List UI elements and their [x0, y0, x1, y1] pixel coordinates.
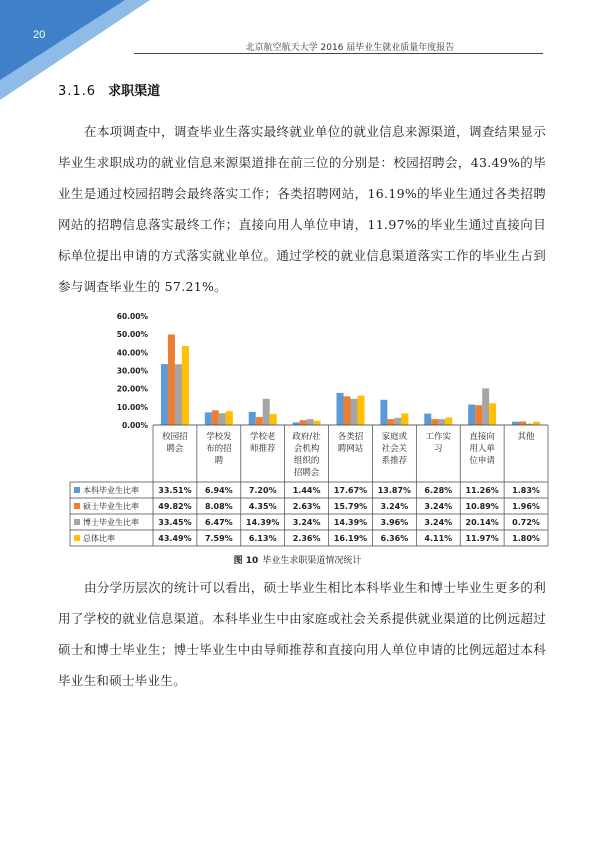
figure-caption [0, 553, 595, 566]
bar [212, 410, 219, 425]
data-label: 1.96% [512, 502, 540, 511]
data-label: 6.94% [204, 486, 233, 495]
figure-number: 图 10 [233, 556, 259, 566]
data-label: 2.63% [292, 502, 321, 511]
y-tick-label: 60.00% [116, 312, 148, 321]
bar [512, 422, 519, 425]
legend-swatch [74, 519, 80, 525]
data-label: 1.44% [292, 486, 321, 495]
bar [468, 405, 475, 425]
bar [182, 346, 189, 425]
data-label: 13.87% [377, 486, 412, 495]
y-tick-label: 0.00% [121, 421, 148, 430]
legend-label: 总体比率 [83, 534, 115, 543]
data-label: 14.39% [333, 518, 368, 527]
data-label: 16.19% [333, 534, 368, 543]
legend-label: 本科毕业生比率 [83, 486, 139, 495]
data-label: 1.80% [512, 534, 540, 543]
bar [526, 424, 533, 425]
bar [351, 399, 358, 425]
category-label: 学校发布的招聘 [206, 432, 232, 466]
bar [226, 411, 233, 425]
data-label: 3.24% [380, 502, 409, 511]
data-label: 6.13% [248, 534, 277, 543]
legend-label: 博士毕业生比率 [83, 518, 139, 527]
category-label: 政府/社会机构组织的招聘会 [292, 432, 321, 478]
data-label: 14.39% [246, 518, 280, 527]
bar [519, 421, 526, 425]
data-label: 7.20% [248, 486, 277, 495]
bar [256, 417, 263, 425]
intro-paragraph: 在本项调查中，调查毕业生落实最终就业单位的就业信息来源渠道，调查结果显示毕业生求职成功的就业信息来源渠道排在前三位的分别是：校园招聘会，43.49%的毕业生是通过校园招聘会最终落实工作；各类招聘网站，16.19%的毕业生通过各类招聘网站的招聘信息落实最终工作；直接向用人单位申请，11.97%的毕业生通过直接向目标单位提出申请的方式落实就业单位。通过学校的就业信息渠道落实工作的毕业生占到参与调查毕业生的 57.21%。 [58, 124, 546, 294]
legend-swatch [74, 535, 80, 541]
data-label: 3.24% [424, 502, 453, 511]
analysis-paragraph: 由分学历层次的统计可以看出，硕士毕业生相比本科毕业生和博士毕业生更多的利用了学校的就业信息渠道。本科毕业生中由家庭或社会关系提供就业渠道的比例远超过硕士和博士毕业生；博士毕业生中由导师推荐和直接向用人单位申请的比例远超过本科毕业生和硕士毕业生。 [58, 580, 546, 688]
data-label: 8.08% [204, 502, 233, 511]
legend-swatch [74, 487, 80, 493]
bar [482, 388, 489, 425]
bar [380, 400, 387, 425]
bar [431, 419, 438, 425]
legend-swatch [74, 503, 80, 509]
section-number: 3.1.6 [58, 84, 97, 99]
data-label: 0.72% [512, 518, 540, 527]
bar [300, 420, 307, 425]
category-label: 工作实习 [425, 432, 452, 454]
category-label: 校园招聘会 [162, 432, 188, 454]
data-label: 6.47% [204, 518, 233, 527]
data-label: 3.96% [380, 518, 409, 527]
bar [219, 413, 226, 425]
legend-label: 硕士毕业生比率 [83, 502, 139, 511]
bar [337, 393, 344, 425]
bar [263, 399, 270, 425]
bar [533, 422, 540, 425]
category-label: 学校老师推荐 [249, 432, 276, 454]
data-label: 4.35% [248, 502, 277, 511]
bar [475, 405, 482, 425]
data-label: 49.82% [158, 502, 192, 511]
report-header-title: 北京航空航天大学 2016 届毕业生就业质量年度报告 [245, 43, 455, 53]
bar [205, 412, 212, 425]
data-label: 15.79% [333, 502, 368, 511]
y-tick-label: 50.00% [116, 330, 148, 340]
data-label: 33.51% [158, 486, 192, 495]
category-label: 直接向用人单位申请 [469, 432, 495, 466]
data-label: 11.26% [465, 486, 499, 495]
bar [358, 396, 365, 425]
bar [175, 364, 182, 425]
bar [293, 422, 300, 425]
bar [344, 396, 351, 425]
bar [249, 412, 256, 425]
data-label: 1.83% [512, 486, 540, 495]
bar [424, 414, 431, 425]
bar [394, 418, 401, 425]
bar [445, 418, 452, 425]
bar [307, 419, 314, 425]
category-label: 家庭或社会关系推荐 [381, 432, 408, 466]
bar [489, 403, 496, 425]
figure-caption-text: 毕业生求职渠道情况统计 [262, 556, 362, 566]
data-label: 6.28% [424, 486, 453, 495]
data-label: 11.97% [465, 534, 499, 543]
data-label: 17.67% [333, 486, 368, 495]
bar [270, 414, 277, 425]
data-label: 7.59% [204, 534, 233, 543]
bar [314, 421, 321, 425]
y-tick-label: 40.00% [116, 348, 148, 358]
data-label: 4.11% [424, 534, 453, 543]
data-label: 6.36% [380, 534, 409, 543]
data-label: 43.49% [158, 534, 192, 543]
data-label: 10.89% [465, 502, 499, 511]
section-title: 求职渠道 [108, 84, 161, 99]
y-tick-label: 10.00% [116, 402, 148, 412]
bar [168, 334, 175, 425]
section-heading [58, 80, 160, 99]
data-label: 20.14% [465, 518, 499, 527]
bar [161, 364, 168, 425]
data-label: 33.45% [158, 518, 192, 527]
page-number: 20 [33, 29, 46, 41]
data-label: 2.36% [292, 534, 321, 543]
category-label: 其他 [517, 432, 535, 442]
y-tick-label: 20.00% [116, 384, 148, 394]
data-label: 3.24% [292, 518, 321, 527]
bar [401, 413, 408, 425]
header-rule [134, 53, 543, 54]
category-label: 各类招聘网站 [337, 432, 364, 454]
data-label: 3.24% [424, 518, 453, 527]
bar [387, 419, 394, 425]
y-tick-label: 30.00% [116, 366, 148, 376]
bar [438, 419, 445, 425]
corner-dark-band [0, 0, 125, 80]
